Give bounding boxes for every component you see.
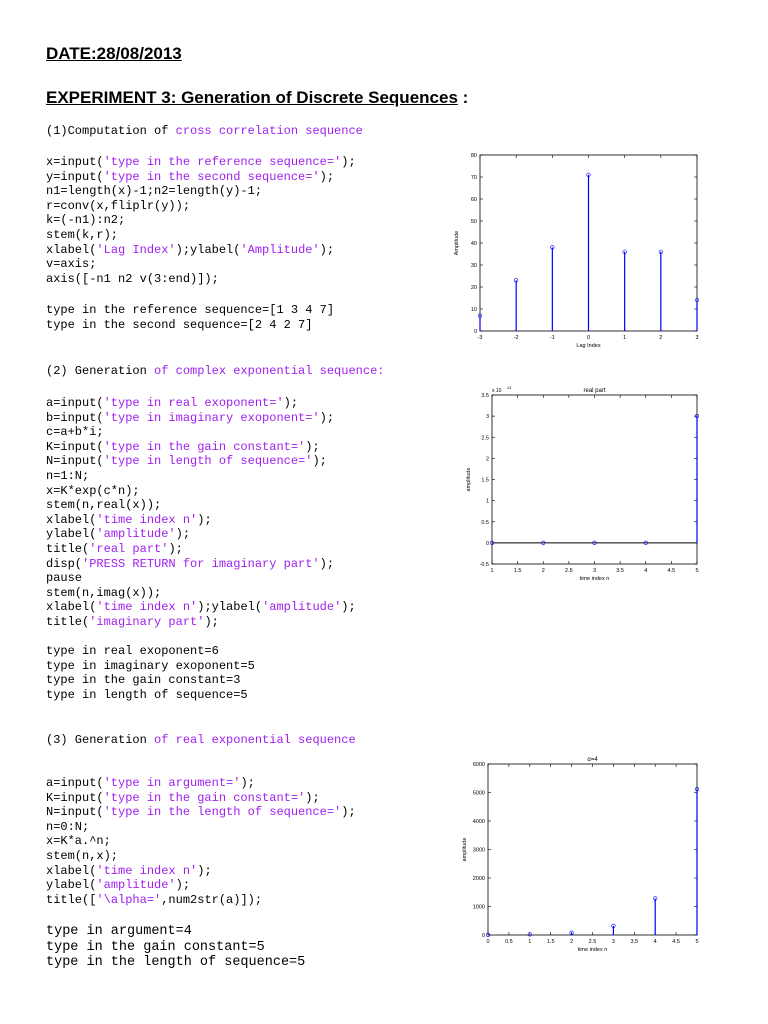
code-line: a=input('type in argument='); [46, 776, 255, 790]
code-line: stem(n,x); [46, 848, 119, 863]
section1-heading [46, 124, 363, 139]
section3-heading-colored: of real exponential sequence [154, 733, 356, 747]
x-tick-label: 1 [623, 335, 627, 341]
code-line: a=input('type in real exoponent='); [46, 396, 299, 410]
x-axis-label: time index n [579, 576, 610, 582]
y-tick-label: 0 [485, 540, 489, 547]
real-part-stem-plot [448, 380, 704, 586]
x-tick-label: 2.5 [588, 939, 597, 945]
y-tick-label: 0.5 [481, 519, 489, 526]
y-axis-label: amplitude [466, 467, 472, 492]
code-line: xlabel('time index n'); [46, 512, 212, 527]
code-line: ylabel('amplitude'); [46, 527, 191, 542]
exponent-label: x 10 [492, 388, 502, 394]
code-line: stem(n,imag(x)); [46, 585, 162, 600]
section1-code [46, 155, 356, 286]
x-tick-label: 2 [570, 939, 574, 945]
x-tick-label: 0.5 [505, 939, 513, 945]
y-tick-label: 2000 [472, 876, 485, 882]
y-tick-label: 5000 [472, 790, 485, 797]
output-line: type in real exoponent=6 [46, 644, 219, 658]
x-tick-label: 5 [695, 939, 699, 945]
y-tick-label: 1000 [472, 904, 485, 911]
x-tick-label: 3 [695, 335, 699, 341]
code-line: r=conv(x,fliplr(y)); [46, 198, 191, 213]
output-line: type in the reference sequence=[1 3 4 7] [46, 303, 335, 317]
section3-output [46, 924, 305, 971]
y-tick-label: 1.5 [481, 477, 489, 484]
code-line: ylabel('amplitude'); [46, 878, 191, 893]
y-tick-label: 0 [481, 933, 485, 939]
y-tick-label: 0 [473, 329, 477, 335]
code-line: N=input('type in length of sequence='); [46, 454, 327, 469]
x-tick-label: 1.5 [546, 939, 555, 945]
code-line: n=0:N; [46, 819, 90, 834]
x-tick-label: 2.5 [565, 568, 573, 574]
x-tick-label: 1.5 [513, 568, 522, 574]
y-tick-label: 80 [470, 153, 477, 159]
code-line: N=input('type in the length of sequence='); [46, 805, 356, 820]
y-tick-label: 10 [470, 307, 477, 313]
x-tick-label: 3.5 [616, 568, 624, 574]
output-line: type in imaginary exoponent=5 [46, 658, 255, 673]
chart-title: α=4 [587, 757, 598, 763]
output-line: type in the gain constant=5 [46, 939, 265, 955]
section2-output [46, 644, 255, 702]
code-line: x=K*exp(c*n); [46, 483, 140, 498]
x-tick-label: -2 [513, 335, 519, 341]
code-line: disp('PRESS RETURN for imaginary part'); [46, 556, 335, 571]
section2-heading-plain: (2) Generation [46, 364, 155, 378]
y-tick-label: 1 [485, 498, 489, 505]
y-tick-label: 2.5 [481, 435, 489, 442]
section2-heading-colored: of complex exponential sequence: [154, 364, 385, 378]
x-tick-label: 3 [611, 939, 615, 945]
real-exponential-stem-plot [448, 750, 704, 958]
output-line: type in length of sequence=5 [46, 687, 248, 702]
x-tick-label: -1 [549, 335, 555, 341]
x-axis-label: Lag Index [576, 343, 601, 349]
y-tick-label: 30 [470, 263, 477, 269]
x-tick-label: 0 [586, 335, 591, 341]
x-tick-label: 4 [653, 939, 657, 945]
section1-output [46, 303, 334, 332]
code-line: n1=length(x)-1;n2=length(y)-1; [46, 184, 263, 199]
date-heading: DATE:28/08/2013 [46, 44, 182, 63]
y-axis-label: Amplitude [454, 230, 460, 256]
code-line: k=(-n1):n2; [46, 213, 126, 228]
output-line: type in the second sequence=[2 4 2 7] [46, 317, 313, 332]
section3-heading [46, 733, 356, 748]
y-tick-label: 6000 [472, 762, 485, 768]
exponent-power: 13 [507, 386, 512, 390]
code-line: title(['\alpha=',num2str(a)]); [46, 892, 263, 907]
code-line: title('imaginary part'); [46, 614, 219, 629]
x-tick-label: 4.5 [667, 568, 676, 574]
x-axis-label: time index n [577, 947, 608, 953]
code-line: xlabel('Lag Index');ylabel('Amplitude'); [46, 242, 335, 257]
output-line: type in the gain constant=3 [46, 673, 241, 688]
code-line: xlabel('time index n');ylabel('amplitude'); [46, 600, 356, 615]
x-tick-label: 2 [541, 568, 545, 574]
code-line: stem(n,real(x)); [46, 498, 162, 513]
y-tick-label: 60 [470, 197, 477, 203]
x-tick-label: 3.5 [630, 939, 639, 945]
y-tick-label: 3.5 [481, 393, 489, 399]
y-axis-label: amplitude [462, 837, 468, 862]
chart-title: real part [583, 388, 606, 394]
y-tick-label: 3 [485, 414, 489, 421]
code-line: c=a+b*i; [46, 425, 104, 440]
experiment-title-text: EXPERIMENT 3: Generation of Discrete Sequences [46, 88, 458, 107]
y-tick-label: 70 [470, 175, 477, 181]
code-line: stem(k,r); [46, 227, 119, 242]
code-line: v=axis; [46, 257, 97, 272]
code-line: n=1:N; [46, 468, 90, 483]
code-line: K=input('type in the gain constant='); [46, 439, 320, 454]
section3-heading-plain: (3) Generation [46, 733, 155, 747]
section3-code [46, 776, 356, 907]
code-line: axis([-n1 n2 v(3:end)]); [46, 271, 219, 286]
output-line: type in argument=4 [46, 924, 192, 939]
code-line: pause [46, 571, 83, 586]
plot-area [492, 395, 697, 564]
cross-correlation-stem-plot [448, 148, 704, 354]
x-tick-label: 4 [644, 568, 648, 574]
plot-area [488, 764, 697, 935]
code-line: b=input('type in imaginary exoponent='); [46, 410, 335, 425]
output-line: type in the length of sequence=5 [46, 955, 306, 970]
section1-heading-plain: (1)Computation of [46, 124, 176, 138]
code-line: K=input('type in the gain constant='); [46, 790, 320, 805]
x-tick-label: 3 [592, 568, 597, 574]
x-tick-label: 4.5 [672, 939, 680, 945]
code-line: x=K*a.^n; [46, 834, 111, 849]
section2-heading [46, 364, 384, 379]
y-tick-label: 20 [470, 285, 477, 291]
y-tick-label: 4000 [472, 819, 485, 825]
code-line: xlabel('time index n'); [46, 863, 212, 878]
x-tick-label: 5 [695, 568, 699, 574]
y-tick-label: 2 [485, 456, 489, 463]
y-tick-label: 40 [470, 241, 477, 247]
section2-code [46, 396, 356, 630]
x-tick-label: 1 [490, 568, 494, 574]
section1-heading-colored: cross correlation sequence [175, 124, 363, 138]
experiment-title [46, 88, 468, 108]
x-tick-label: -3 [477, 335, 483, 341]
y-tick-label: -0.5 [479, 562, 489, 568]
x-tick-label: 1 [528, 939, 532, 945]
code-line: title('real part'); [46, 541, 183, 556]
y-tick-label: 3000 [472, 847, 485, 854]
x-tick-label: 0 [486, 939, 490, 945]
experiment-title-suffix: : [457, 88, 469, 107]
code-line: x=input('type in the reference sequence='); [46, 155, 356, 169]
code-line: y=input('type in the second sequence='); [46, 169, 335, 184]
y-tick-label: 50 [470, 219, 477, 225]
x-tick-label: 2 [659, 335, 663, 341]
